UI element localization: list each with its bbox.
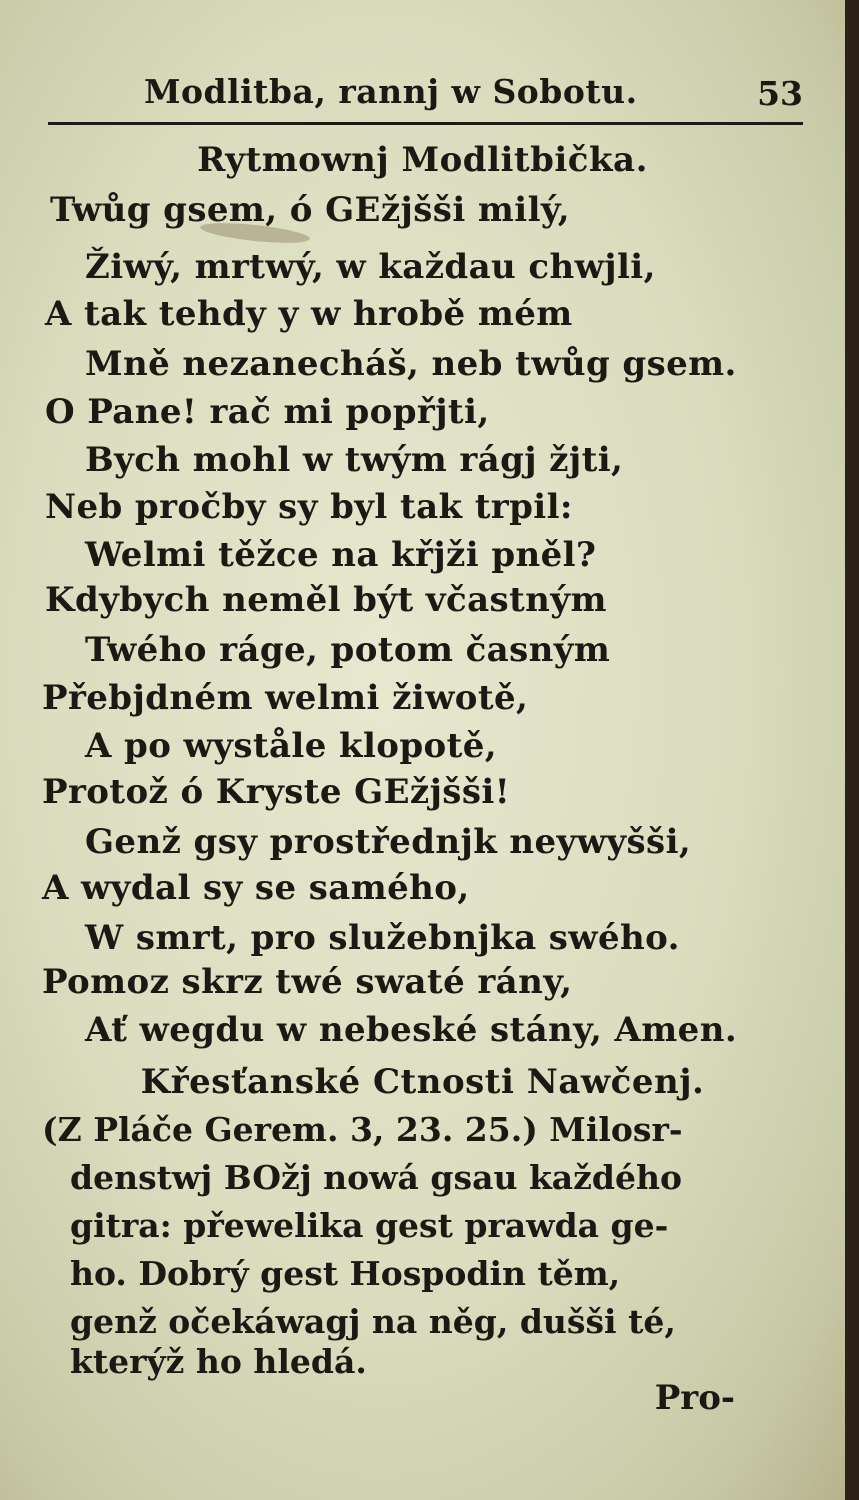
- prose-line: gitra: přewelika gest prawda ge-: [70, 1206, 669, 1245]
- verse-line: W smrt, pro služebnjka swého.: [85, 918, 680, 958]
- verse-line: Genž gsy prostřednjk neywyšši,: [85, 822, 692, 862]
- page-number: 53: [757, 74, 803, 113]
- verse-line: A wydal sy se samého,: [42, 868, 470, 908]
- running-head: Modlitba, rannj w Sobotu.: [144, 72, 638, 111]
- section-title-prayer: Rytmownj Modlitbička.: [197, 140, 648, 180]
- prose-line: denstwj BOžj nowá gsau každého: [70, 1158, 682, 1197]
- verse-line: Ať wegdu w nebeské stány, Amen.: [85, 1010, 738, 1050]
- verse-line: Neb pročby sy byl tak trpil:: [45, 487, 573, 527]
- prose-line: (Z Pláče Gerem. 3, 23. 25.) Milosr-: [42, 1110, 683, 1149]
- verse-line: Welmi těžce na křjži pněl?: [85, 535, 597, 575]
- verse-line: Kdybych neměl být včastným: [45, 580, 607, 620]
- prose-line: ho. Dobrý gest Hospodin těm,: [70, 1254, 621, 1293]
- verse-line: Přebjdném welmi žiwotě,: [42, 678, 529, 718]
- page-header: [48, 70, 803, 125]
- verse-line: O Pane! rač mi popřjti,: [45, 392, 490, 432]
- catchword: Pro-: [654, 1378, 735, 1418]
- prose-line: genž očekáwagj na něg, dušši té,: [70, 1302, 676, 1341]
- verse-line: A tak tehdy y w hrobě mém: [45, 294, 573, 334]
- verse-line: Mně nezanecháš, neb twůg gsem.: [85, 344, 737, 384]
- section-title-virtues: Křesťanské Ctnosti Nawčenj.: [140, 1062, 705, 1102]
- verse-line: Bych mohl w twým rágj žjti,: [85, 440, 624, 480]
- verse-line: Žiwý, mrtwý, w každau chwjli,: [85, 247, 656, 287]
- verse-line: Pomoz skrz twé swaté rány,: [42, 962, 573, 1002]
- prose-line: kterýž ho hledá.: [70, 1342, 367, 1381]
- verse-line: A po wyståle klopotě,: [85, 726, 497, 766]
- verse-line: Twého ráge, potom časným: [85, 630, 611, 670]
- verse-line: Protož ó Kryste GEžjšši!: [42, 772, 511, 812]
- verse-line: Twůg gsem, ó GEžjšši milý,: [50, 190, 571, 230]
